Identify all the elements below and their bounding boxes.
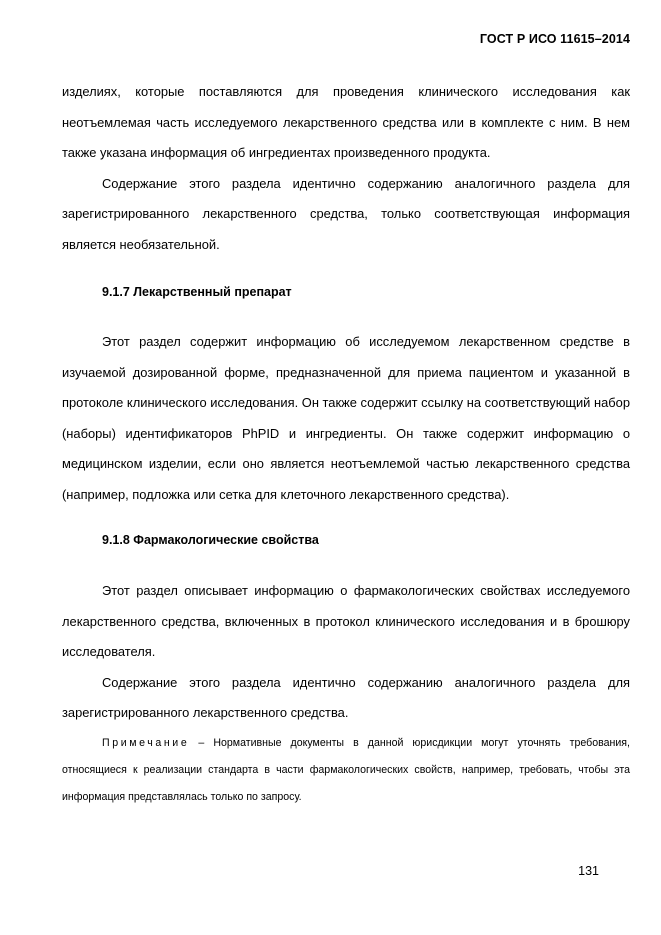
paragraph-content-identity: Содержание этого раздела идентично содержанию аналогичного раздела для зарегистрированного лекарственного средства, только соответствующая информация является необязательной.: [62, 175, 630, 252]
paragraph-pharmacological-properties: Этот раздел описывает информацию о фармакологических свойствах исследуемого лекарственного средства, включенных в протокол клинического исследования и в брошюру исследователя.: [62, 583, 630, 659]
section-heading-9-1-7: 9.1.7 Лекарственный препарат: [102, 285, 292, 299]
paragraph-continued: изделиях, которые поставляются для проведения клинического исследования как неотъемлемая часть исследуемого лекарственного средства или в комплекте с ним. В нем также указана информация об ингредиентах произведенного продукта.: [62, 84, 630, 160]
paragraph-content-identity-2: Содержание этого раздела идентично содержанию аналогичного раздела для зарегистрированного лекарственного средства.: [62, 674, 630, 720]
note-text: – Нормативные документы в данной юрисдикции могут уточнять требования, относящиеся к реализации стандарта в части фармакологических свойств, например, требовать, чтобы эта информация представлялась только по запросу.: [62, 736, 630, 803]
note: [62, 730, 630, 811]
page-number: 131: [578, 864, 599, 878]
paragraph-medicinal-product: Этот раздел содержит информацию об исследуемом лекарственном средстве в изучаемой дозированной форме, предназначенной для приема пациентом и указанной в протоколе клинического исследования. Он также содержит ссылку на соответствующий набор (наборы) идентификаторов PhPID и ингредиенты. Он также содержит информацию о медицинском изделии, если оно является неотъемлемой частью лекарственного средства (например, подложка или сетка для клеточного лекарственного средства).: [62, 334, 630, 502]
page-body: [62, 77, 630, 811]
document-header: ГОСТ Р ИСО 11615–2014: [479, 32, 630, 46]
note-label: Примечание: [102, 736, 190, 749]
section-heading-9-1-8: 9.1.8 Фармакологические свойства: [102, 533, 319, 547]
